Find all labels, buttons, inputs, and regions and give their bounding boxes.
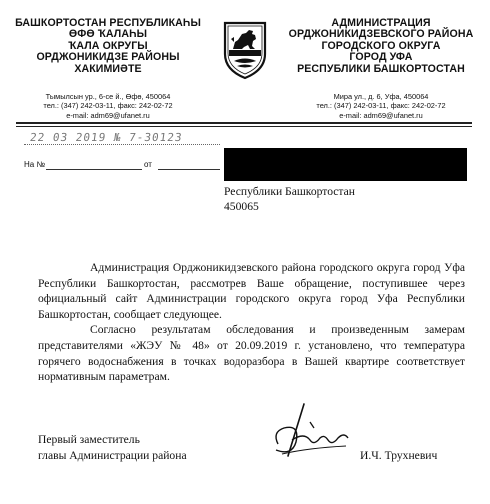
signatory-title-line: главы Администрации района xyxy=(38,448,187,462)
coat-of-arms-emblem xyxy=(222,20,268,80)
reply-number-blank xyxy=(46,169,142,170)
header-right-phone: тел.: (347) 242-03-11, факс: 242-02-72 xyxy=(316,101,446,111)
header-left-line: ӨФӨ ҠАЛАҺЫ xyxy=(68,28,148,41)
header-right-contacts xyxy=(275,92,487,120)
header-left-line: ХАКИМИӘТЕ xyxy=(74,62,142,75)
header-right-address: Мира ул., д. 6, Уфа, 450064 xyxy=(333,92,429,101)
header-left-address: Тымылсын ур., 6-се й., Өфө, 450064 xyxy=(45,92,171,101)
reply-number-label: На № xyxy=(24,160,46,169)
header-left-line: ҠАЛА ОКРУГЫ xyxy=(68,39,148,52)
dotted-line xyxy=(24,144,220,145)
header-right-line: РЕСПУБЛИКИ БАШКОРТОСТАН xyxy=(297,62,465,75)
redacted-recipient-block xyxy=(224,148,467,181)
signatory-name: И.Ч. Трухневич xyxy=(360,449,438,462)
header-right-line: АДМИНИСТРАЦИЯ xyxy=(331,17,431,29)
handwritten-date-number: 22 03 2019 № 7-30123 xyxy=(29,131,184,144)
header-left-phone: тел.: (347) 242-03-11, факс: 242-02-72 xyxy=(43,101,173,111)
header-right-line: ГОРОД УФА xyxy=(349,51,413,64)
recipient-line: Республики Башкортостан xyxy=(224,185,355,198)
header-left-contacts xyxy=(2,92,214,120)
reply-reference-line xyxy=(24,160,220,174)
header-right-line: ГОРОДСКОГО ОКРУГА xyxy=(321,39,441,52)
signatory-title xyxy=(38,432,238,463)
header-left-email: e-mail: adm69@ufanet.ru xyxy=(66,110,150,120)
letter-body xyxy=(38,260,465,385)
handwritten-signature xyxy=(258,398,358,470)
header-right-email: e-mail: adm69@ufanet.ru xyxy=(339,110,423,120)
recipient-address xyxy=(224,184,474,214)
header-divider-thin xyxy=(16,126,472,127)
body-paragraph: Администрация Орджоникидзевского района городского округа город Уфа Республики Башкортостан, рассмотрев Ваше обращение, поступившее через официальный сайт Администрации городского округа город Уфа Республики Башкортостан, сообщает следующее. xyxy=(38,261,465,321)
recipient-postal-code: 450065 xyxy=(224,200,259,213)
header-left-line: ОРДЖОНИКИДЗЕ РАЙОНЫ xyxy=(36,51,180,64)
signatory-title-line: Первый заместитель xyxy=(38,433,140,446)
header-left xyxy=(2,18,214,75)
header-right-line: ОРДЖОНИКИДЗЕВСКОГО РАЙОНА xyxy=(288,28,474,41)
reply-date-blank xyxy=(158,169,220,170)
header-left-line: БАШКОРТОСТАН РЕСПУБЛИКАҺЫ xyxy=(15,17,201,29)
reply-date-label: от xyxy=(144,160,152,169)
header-divider-thick xyxy=(16,122,472,124)
header-right xyxy=(275,18,487,75)
body-paragraph: Согласно результатам обследования и произведенным замерам представителями «ЖЭУ № 48» от 20.09.2019 г. установлено, что температура горячего водоснабжения в точках водоразбора в Вашей квартире соответствует нормативным параметрам. xyxy=(38,323,465,384)
